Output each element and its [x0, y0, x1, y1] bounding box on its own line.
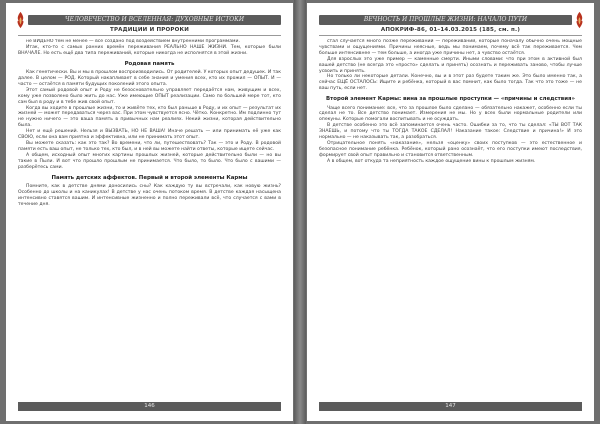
paragraph: Этот самый родовой опыт и Роду не безосновательно управляет передаётся нам, живущим и всех, кому уже позволено было жить до нас. Уже имеющие ОПЫТ реализации. Само по большей мере тот, кто сам был в роду и в тебе жив свой опыт.: [18, 87, 281, 105]
paragraph: Отрицательное понять «наказание», нельзя «оценку» своих поступков — это естественное и безопасное понимание ребёнка. Ребёнок, который рано осознаёт, что его поступки имеют последствия, формирует свой опыт правильно и становится ответственным.: [319, 141, 582, 158]
paragraph: В детстве особенно это всё запоминается очень часто. Ошибки за то, что ты сделал: «ТЫ ВОТ ТАК ЗНАЕШЬ, и потому что ты ТОГДА ТАКОЕ СДЕЛАЛ! Наказание такое: Следствие и причина!» И это нормально — не наказывать так, а разобраться.: [319, 123, 582, 141]
paragraph: Итак, кто-то с самых ранних времён переживания РЕАЛЬНО НАШЕ ЖИЗНИ. Тем, которые были ВНАЧАЛЕ. Но есть ещё два типа переживаний, которые никогда не исполнятся в этой жизни.: [18, 44, 281, 56]
running-header: ЧЕЛОВЕЧЕСТВО И ВСЕЛЕННАЯ: ДУХОВНЫЕ ИСТОКИ: [28, 15, 281, 25]
paragraph: Чаще всего понимание: все, что за прошлое было сделано — обязательно накажет, особенно если ты сделал не то. Все детство понимает. Измерения не мы. Но у всех были нормальные родители или опекуны. Которые помогали воспитывать и не осуждать.: [319, 105, 582, 123]
paragraph: Когда вы ходите в прошлые жизни, то и живёте тех, кто был раньше в Роду, и их опыт — результат их жизней — может передаваться через вас. При этом чувствуется ясно. Чётко. Конкретно. Им подлинно тут не нужно ничего — это ваша память в привычных нам реалиях. Некий жизни, которая действительно была.: [18, 105, 281, 129]
section-heading: Родовая память: [124, 60, 175, 67]
page-number: 147: [319, 402, 582, 411]
paragraph: А в общем, вот откуда та неприятность каждое ощущение вины к прошлым жизням.: [327, 158, 536, 164]
paragraph: Нет и ещё решений. Нельзя и ВЫЗВАТЬ, НО НЕ ВАША! Иначе решать — или принимать её уже как СВОЮ, если она вам приятна и эффективна, или не принимать этот опыт.: [18, 129, 281, 141]
paragraph: Помните, как в детстве днями доносились сны? Как каждую ту вы встречали, как новую жизнь? Особенно до школы и на каникулах! В детстве у нас очень потоком время. В детстве каждая насыщена интенсивно ставятся вашим. И интенсивные жизненно и полно переживали всё, что случается с вами в течение дня.: [18, 183, 281, 207]
paragraph: не ВИДЕНО тем не менее — всё создано под воздействием внутренними программами.: [26, 39, 240, 44]
page-number: 146: [18, 402, 281, 411]
paragraph: Вы можете сказать: как это так? Во времени, что ли, путешествовать? Так — это и Роду. В родовой памяти есть ваш опыт, не только тех, кто был, и в ней вы можете найти ответы, которые ищете сейчас.: [18, 141, 281, 152]
header-divider: [319, 35, 582, 36]
running-header: ВЕЧНОСТЬ И ПРОШЛЫЕ ЖИЗНИ: НАЧАЛО ПУТИ: [319, 15, 572, 25]
paragraph: стал случается много позже переживаний — переживаний, которые поначалу обычно очень мощные чувствами и ощущениями. Причины неясные, ведь мы понимаем, почему всё так переживается. Чем больше интенсивнее — тем больше, а иногда уже причины нет, а чувство остаётся.: [319, 39, 582, 56]
right-page: [307, 3, 594, 421]
section-subheader: АПОКРИФ-86, 01–14.03.2015 (185, см. п.): [380, 27, 521, 33]
page-body: [18, 39, 281, 393]
page-body: [319, 39, 582, 393]
paragraph: Для взрослых это уже пример — каменные смерти. Иными словами: что при этом в активной был вашей детство (не всегда это «просто» сделать и принять) осознать и переживать заново, чтобы лучше усвоить и принять.: [319, 56, 582, 74]
section-subheader: ТРАДИЦИИ И ПРОРОКИ: [110, 27, 189, 33]
book-gutter: [294, 0, 306, 424]
section-heading: Второй элемент Кармы: вина за прошлые проступки — «причины и следствия»: [326, 96, 575, 103]
section-heading: Память детских аффектов. Первый и второй элементы Кармы: [51, 174, 248, 181]
header-divider: [18, 35, 281, 36]
paragraph: Как генетически. Вы и мы в прошлом воспроизводились. От родителей. У которых опыт дедушек. И так далее. В целом — РОД. Который накапливает в себе знания и умения всех, кто их прожил — ОПЫТ. И — часто — остаётся в памяти будущих поколений этого опыта.: [18, 70, 281, 87]
left-page: [6, 3, 293, 421]
paragraph: Но только ли некоторые детали. Конечно, вы и в этот раз будете таким же. Это было именно так, а сейчас ЕЩЁ ОСТАЛОСЬ: Ищите и ребёнка, который в вас помнит, как было тогда. Так что это тоже — не ваш путь, если нет.: [319, 74, 582, 92]
paragraph: А общем, исходный опыт многих картины прошлых жизней, которые действительно были — но вы такие в Пыли. И вот что прошло прошлым не принимается. Что было, то было. Что было с вашими — разберётесь сами.: [18, 152, 281, 170]
